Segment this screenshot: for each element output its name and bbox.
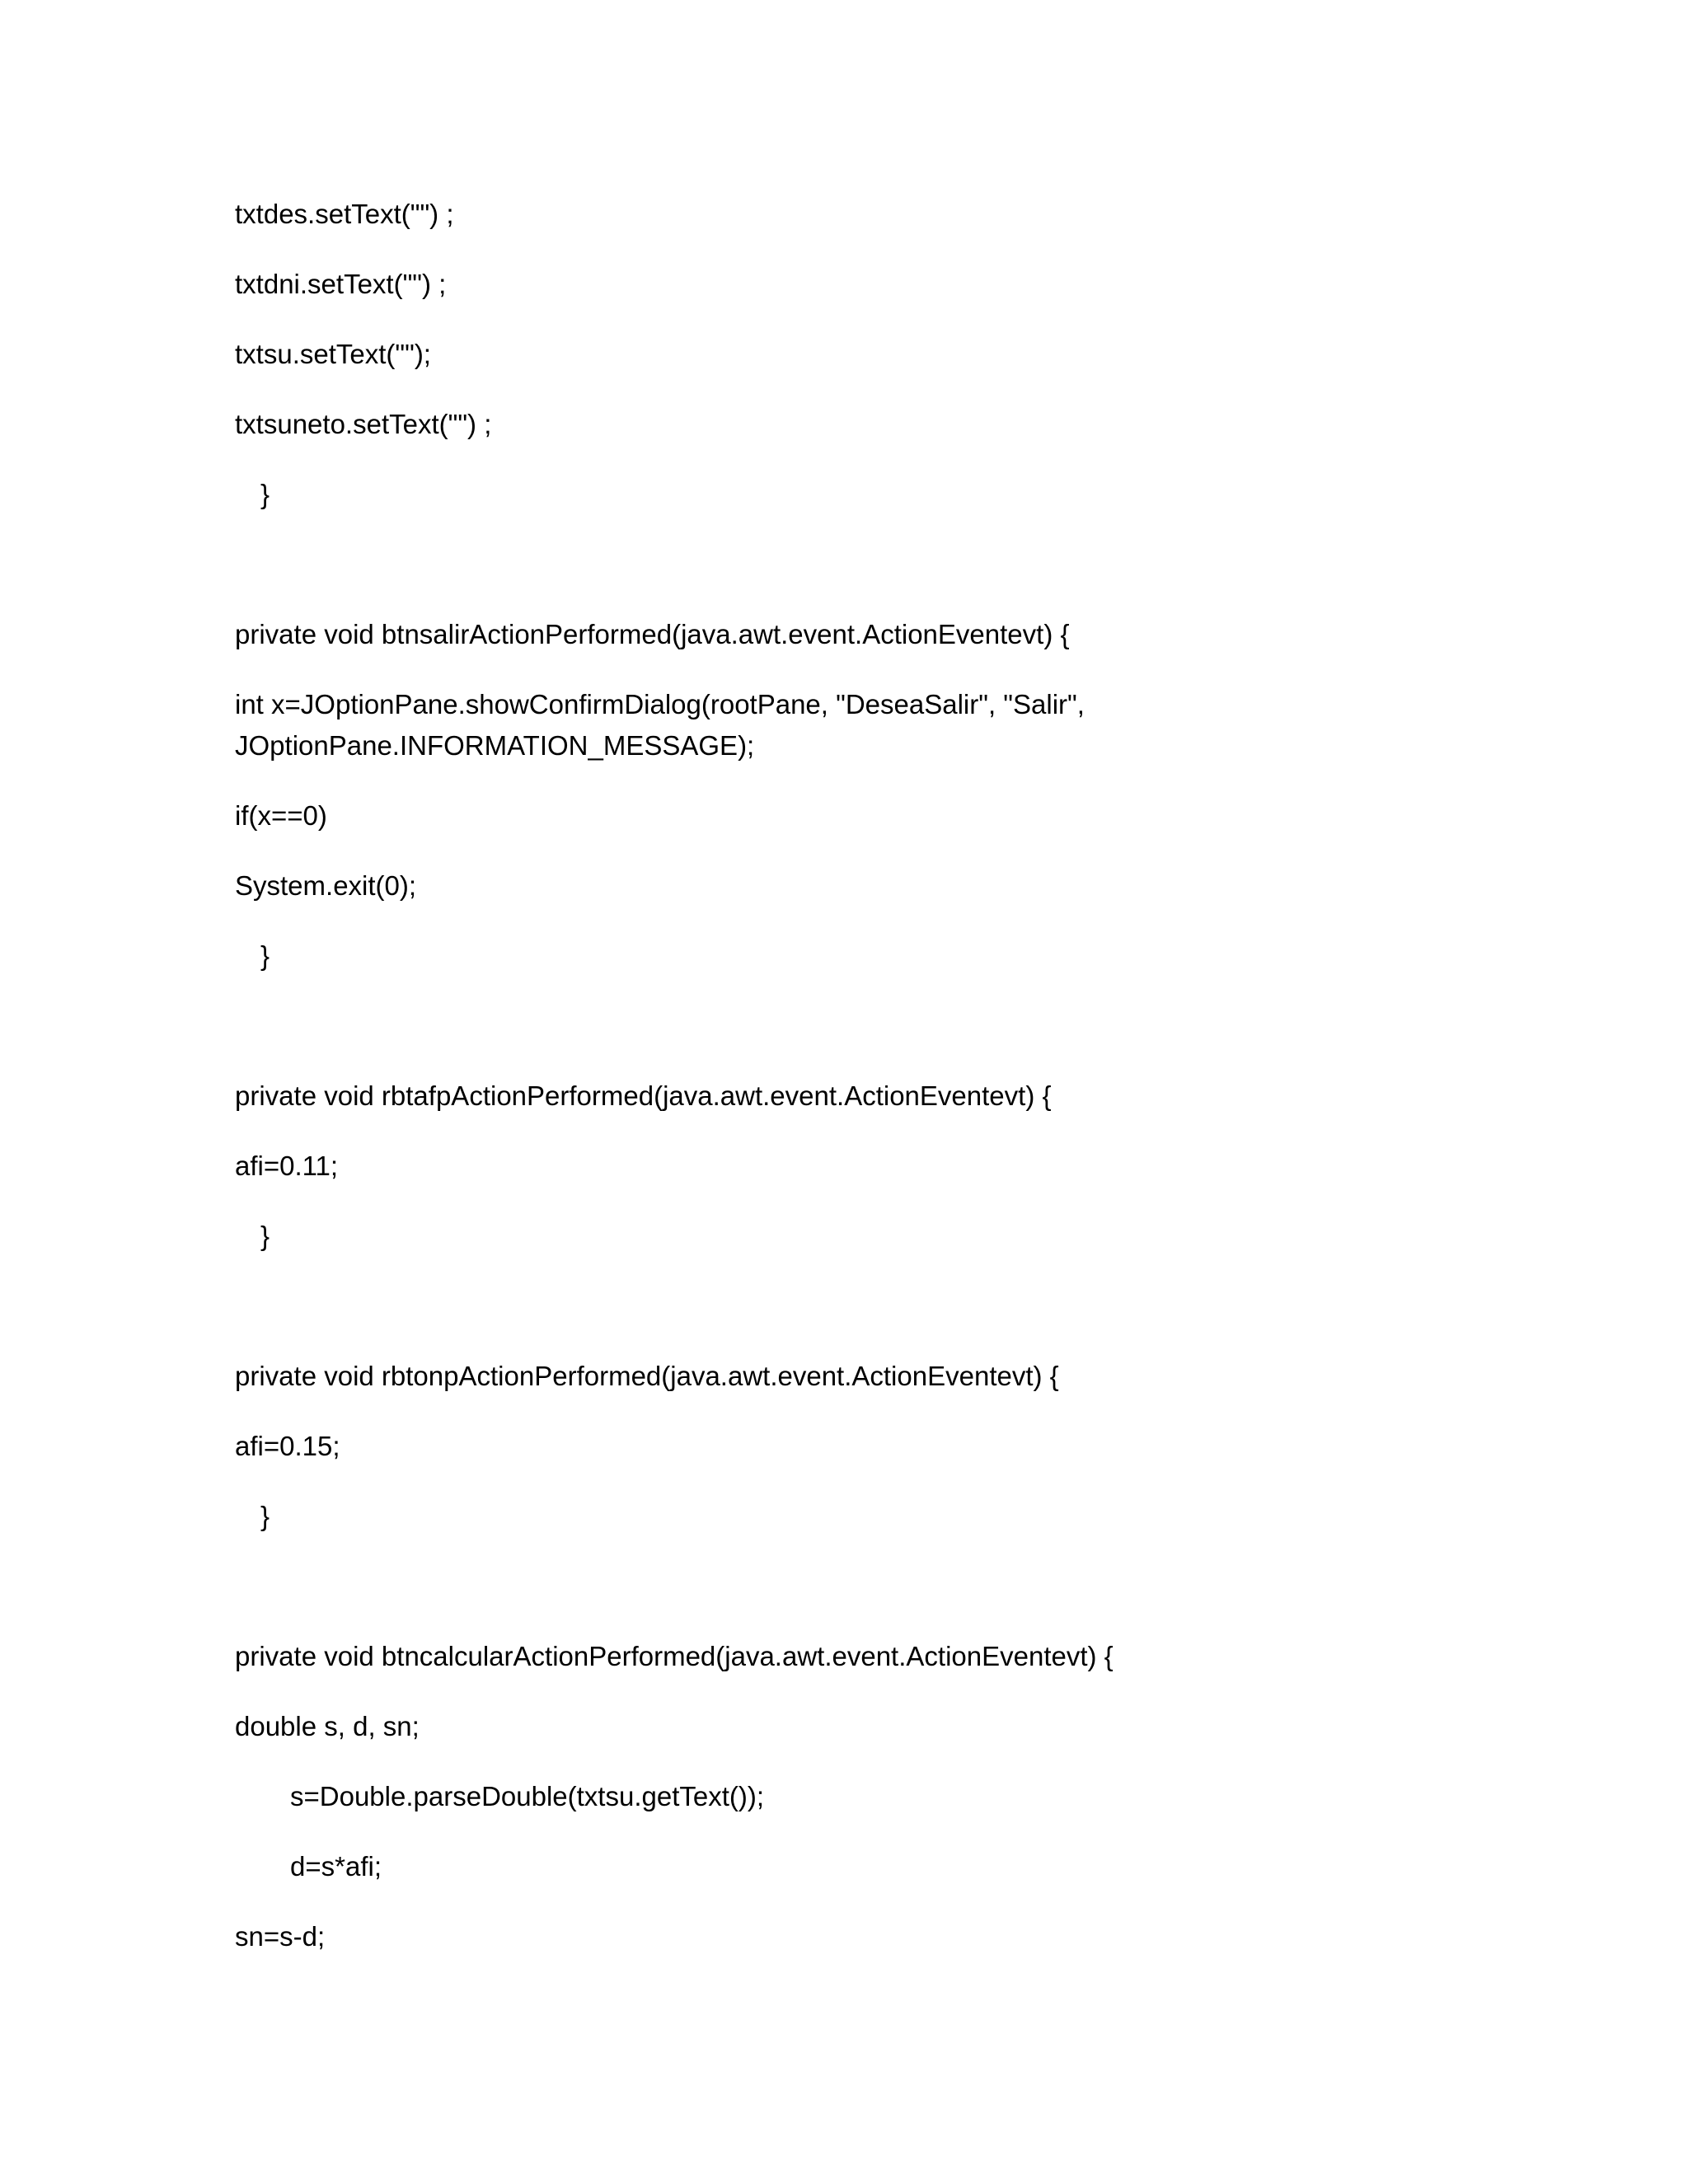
code-line: JOptionPane.INFORMATION_MESSAGE);: [235, 730, 755, 761]
closing-brace: }: [260, 940, 270, 971]
method-signature: private void btncalcularActionPerformed(java.awt.event.ActionEventevt) {: [235, 1641, 1114, 1671]
method-signature: private void btnsalirActionPerformed(java.awt.event.ActionEventevt) {: [235, 619, 1070, 649]
code-line: d=s*afi;: [290, 1851, 382, 1882]
code-line: sn=s-d;: [235, 1921, 326, 1952]
closing-brace: }: [260, 479, 270, 509]
closing-brace: }: [260, 1221, 270, 1251]
code-line: if(x==0): [235, 800, 327, 831]
code-line: txtsu.setText("");: [235, 339, 431, 369]
code-line: txtsuneto.setText("") ;: [235, 409, 492, 439]
closing-brace: }: [260, 1501, 270, 1531]
code-line: txtdes.setText("") ;: [235, 199, 454, 229]
method-signature: private void rbtonpActionPerformed(java.awt.event.ActionEventevt) {: [235, 1361, 1059, 1391]
code-line: txtdni.setText("") ;: [235, 269, 447, 299]
code-line: System.exit(0);: [235, 870, 417, 901]
code-line: afi=0.11;: [235, 1151, 339, 1181]
code-line: int x=JOptionPane.showConfirmDialog(rootPane, "DeseaSalir", "Salir",: [235, 689, 1085, 719]
method-signature: private void rbtafpActionPerformed(java.awt.event.ActionEventevt) {: [235, 1080, 1052, 1111]
code-line: double s, d, sn;: [235, 1711, 420, 1741]
code-line: afi=0.15;: [235, 1431, 340, 1461]
code-line: s=Double.parseDouble(txtsu.getText());: [290, 1781, 765, 1811]
